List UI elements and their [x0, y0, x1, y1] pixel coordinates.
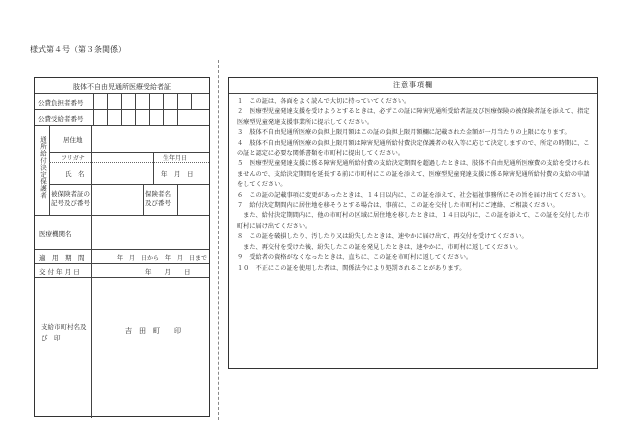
municipality-row	[35, 278, 209, 418]
issue-date-label: 交 付 年 月 日	[39, 268, 80, 276]
note-item: また、給付決定期間内に、他の市町村の区域に居住地を移したときは、１４日以内に、この証を添えて、この証を交付した市町村に届け出てください。	[237, 212, 590, 230]
birthdate-label: 生年月日	[163, 155, 188, 162]
burden-number-row	[35, 94, 209, 110]
note-item: １０ 不正にこの証を使用した者は、関係法令により処罰されることがあります。	[237, 264, 466, 272]
notes-list	[237, 97, 593, 274]
birthdate-value: 年 月 日	[161, 170, 194, 178]
burden-number-label: 公費負担者番号	[38, 99, 84, 107]
insurer-label: 保険者名及び番号	[145, 190, 171, 207]
certificate-title-row	[35, 78, 209, 94]
valid-period-label: 適 用 期 間	[39, 254, 85, 262]
note-item: ５ 医療型児童発達支援に係る障害児通所給付費の支給決定期間を超過したときは、肢体不自由児通所医療費の支給を受けられませんので、支給決定期間を延長する前に市町村にこの証を添えて、医療型児童発達支援に係る障害児通所給付費の支給の申請をしてください。	[237, 160, 590, 189]
note-item: また、再交付を受けた後、紛失したこの証を発見したときは、速やかに、市町村に返してください。	[237, 243, 522, 251]
guardian-block	[35, 126, 209, 216]
note-item: ６ この証の記載事項に変更があったときは、１４日以内に、この証を添えて、社会福祉事務所にその旨を届け出てください。	[237, 191, 590, 199]
certificate-title: 肢体不自由児通所医療受給者証	[73, 83, 171, 91]
valid-period-row	[35, 250, 209, 264]
note-item: ２ 医療型児童発達支援を受けようとするときは、必ずこの証に障害児通所受給者証及び医療保険の被保険者証を添えて、指定医療型児童発達支援事業所に提示してください。	[237, 108, 590, 126]
recipient-number-label: 公費受給者番号	[38, 115, 84, 123]
note-item: ７ 給付決定期間内に居住地を移そうとする場合は、事前に、この証を交付した市町村にご連絡、ご相談ください。	[237, 202, 559, 210]
fold-line	[218, 60, 219, 420]
institution-label: 医療機関名	[39, 230, 72, 238]
address-label: 居住地	[63, 136, 83, 144]
name-label: 氏 名	[65, 170, 85, 178]
recipient-number-row	[35, 110, 209, 126]
issue-date-value: 年 月 日	[145, 268, 191, 276]
note-item: ４ 肢体不自由児通所医療の負担上限月額は障害児通所給付費決定保護者の収入等に応じて決定しますので、所定の時期に、この証と認定に必要な関係書類を市町村に提出してください。	[237, 139, 590, 158]
valid-period-value: 年 月 日から 年 月 日まで	[117, 255, 208, 262]
form-number: 様式第４号（第３条関係）	[30, 45, 126, 54]
notes-card	[228, 77, 598, 369]
municipality-seal: 吉 田 町 印	[125, 327, 181, 335]
guardian-side-label: 通所給付決定保護者	[39, 136, 47, 199]
note-item: ３ 肢体不自由児通所医療の負担上限月額はこの証の負担上限月額欄に記載された金額が一月当たりの上限になります。	[237, 129, 571, 137]
notes-title: 注意事項欄	[229, 78, 597, 94]
furigana-label: フリガナ	[61, 155, 85, 162]
municipality-label: 支給市町村名及 び 印	[41, 323, 93, 342]
note-item: １ この証は、各面をよく読んで大切に持っていてください。	[237, 98, 411, 105]
institution-row	[35, 216, 209, 250]
note-item: ９ 受給者の資格がなくなったときは、直ちに、この証を市町村に返してください。	[237, 254, 473, 262]
insured-card-label: 被保険者証の記号及び番号	[51, 190, 90, 207]
note-item: ８ この証を破損したり、汚したり又は紛失したときは、速やかに届け出て、再交付を受けてください。	[237, 233, 528, 241]
issue-date-row	[35, 264, 209, 278]
recipient-certificate-card	[34, 77, 210, 417]
